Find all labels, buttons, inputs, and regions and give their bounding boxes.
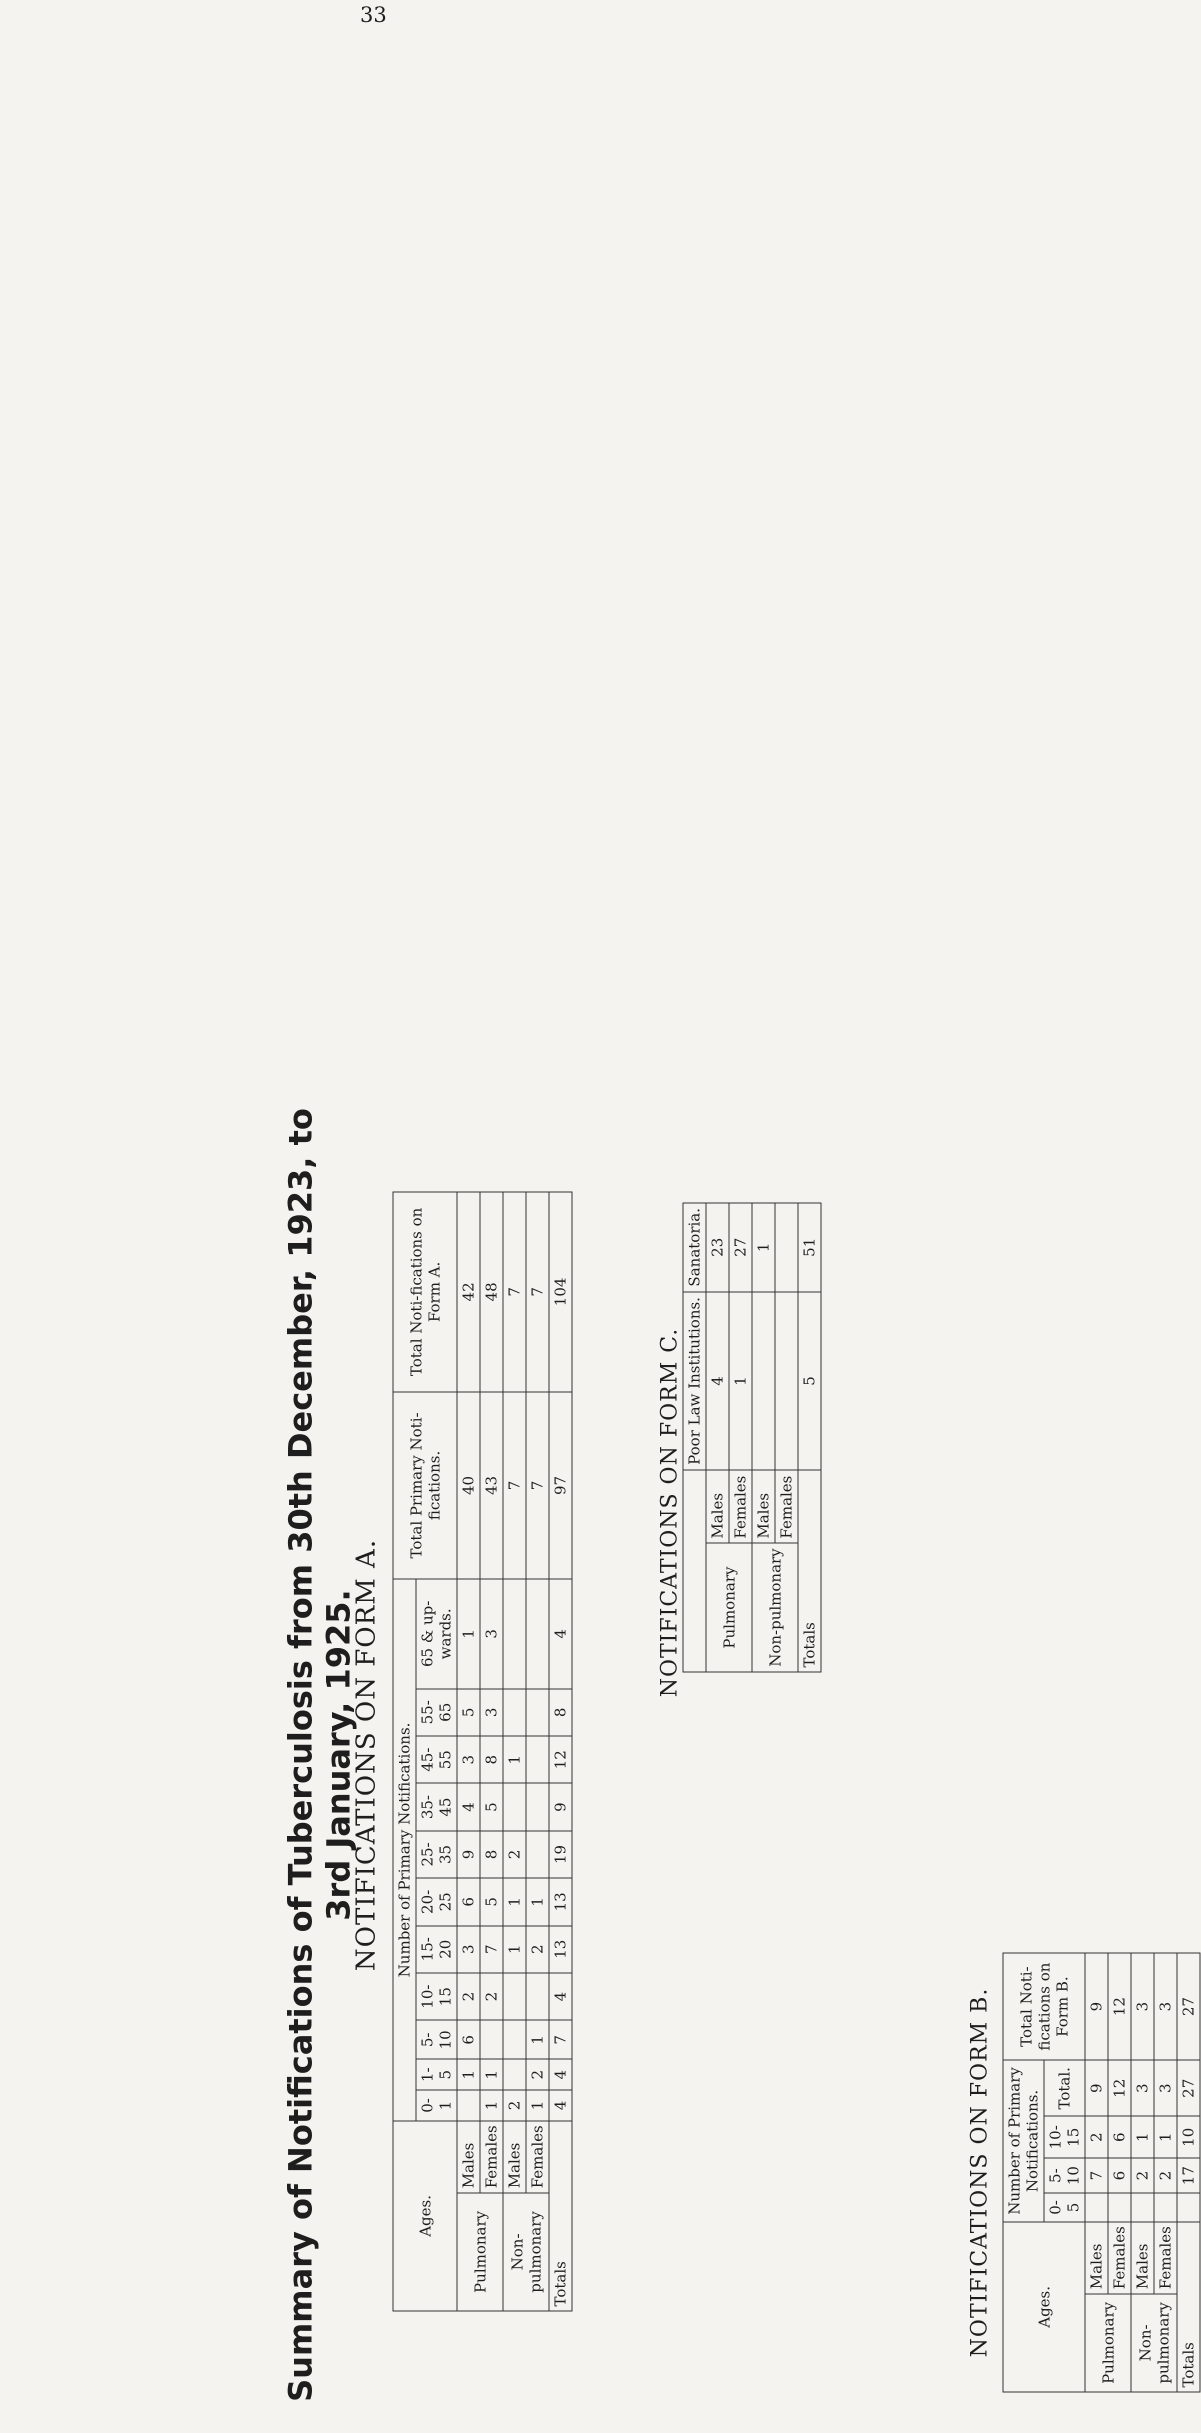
cell: 6: [457, 2020, 480, 2059]
group-label: Pulmonary: [1085, 2294, 1131, 2392]
cell: 3: [480, 1689, 503, 1736]
cell: 1: [1131, 2116, 1154, 2158]
cell: 8: [480, 1736, 503, 1783]
cell: 97: [549, 1392, 572, 1579]
primary-notifications-header: Number of Primary Notifications.: [393, 1579, 416, 2121]
cell: 2: [480, 1973, 503, 2020]
table-header-row: [1003, 1953, 1044, 2392]
cell: [526, 1973, 549, 2020]
cell: 1: [480, 2090, 503, 2121]
cell: 2: [526, 1926, 549, 1973]
cell: [775, 1292, 798, 1471]
cell: [752, 1292, 775, 1471]
age-col: 0-5: [1044, 2193, 1085, 2222]
cell: 17: [1177, 2158, 1200, 2193]
sex-label: Females: [729, 1470, 752, 1543]
table-header-row: [393, 1192, 416, 2311]
cell: [526, 1783, 549, 1830]
cell: [1131, 2193, 1154, 2222]
table-row: [1131, 1953, 1154, 2392]
cell: 104: [549, 1192, 572, 1392]
cell: 7: [480, 1926, 503, 1973]
cell: 12: [1108, 1953, 1131, 2060]
cell: 23: [706, 1203, 729, 1292]
cell: 1: [729, 1292, 752, 1471]
cell: [503, 1783, 526, 1830]
sex-label: Females: [775, 1470, 798, 1543]
age-col: 45-55: [416, 1736, 457, 1783]
cell: [503, 1973, 526, 2020]
cell: 3: [1131, 1953, 1154, 2060]
cell: [503, 2020, 526, 2059]
form-b-title: NOTIFICATIONS ON FORM B.: [967, 1987, 993, 2358]
cell: 9: [549, 1783, 572, 1830]
total-form-a-header: Total Noti-fications on Form A.: [393, 1192, 457, 1392]
form-b-table: [1003, 1953, 1201, 2393]
table-row: [480, 1192, 503, 2311]
cell: 1: [457, 1579, 480, 1688]
cell: 3: [1154, 1953, 1177, 2060]
cell: [503, 1579, 526, 1688]
totals-row: [549, 1192, 572, 2311]
ages-header: Ages.: [393, 2121, 457, 2311]
age-col: 25-35: [416, 1831, 457, 1878]
cell: 9: [1085, 2060, 1108, 2116]
age-col: 55-65: [416, 1689, 457, 1736]
cell: 6: [1108, 2116, 1131, 2158]
cell: [526, 1831, 549, 1878]
blank-header: [683, 1470, 706, 1672]
cell: 27: [1177, 2060, 1200, 2116]
form-a-table: [393, 1192, 573, 2312]
cell: 9: [457, 1831, 480, 1878]
cell: 40: [457, 1392, 480, 1579]
total-form-b-header: Total Noti-fications on Form B.: [1003, 1953, 1085, 2060]
sanatoria-header: Sanatoria.: [683, 1203, 706, 1292]
cell: 1: [503, 1926, 526, 1973]
cell: 48: [480, 1192, 503, 1392]
cell: 4: [549, 2059, 572, 2090]
age-col: Total.: [1044, 2060, 1085, 2116]
sex-label: Males: [706, 1470, 729, 1543]
form-c-table: [683, 1203, 822, 1673]
cell: [1108, 2193, 1131, 2222]
age-col: 5-10: [416, 2020, 457, 2059]
cell: 3: [480, 1579, 503, 1688]
cell: [480, 2020, 503, 2059]
cell: 13: [549, 1926, 572, 1973]
cell: 2: [526, 2059, 549, 2090]
cell: 4: [549, 2090, 572, 2121]
table-row: [752, 1203, 775, 1672]
cell: 5: [798, 1292, 821, 1471]
cell: 51: [798, 1203, 821, 1292]
age-col: 10-15: [1044, 2116, 1085, 2158]
cell: [503, 1689, 526, 1736]
cell: 2: [1131, 2158, 1154, 2193]
cell: 5: [480, 1783, 503, 1830]
cell: [503, 2059, 526, 2090]
cell: 1: [503, 1878, 526, 1925]
cell: 4: [457, 1783, 480, 1830]
cell: 3: [457, 1926, 480, 1973]
group-label: Non-pulmonary: [1131, 2294, 1177, 2392]
group-label: Non-pulmonary: [503, 2193, 549, 2311]
cell: 1: [457, 2059, 480, 2090]
cell: 4: [549, 1973, 572, 2020]
cell: 2: [457, 1973, 480, 2020]
age-col: 15-20: [416, 1926, 457, 1973]
cell: 7: [526, 1392, 549, 1579]
sex-label: Females: [480, 2121, 503, 2193]
totals-label: Totals: [549, 2121, 572, 2311]
cell: 3: [457, 1736, 480, 1783]
cell: 7: [549, 2020, 572, 2059]
cell: [1154, 2193, 1177, 2222]
total-primary-header: Total Primary Noti-fications.: [393, 1392, 457, 1579]
cell: [526, 1689, 549, 1736]
cell: [1177, 2193, 1200, 2222]
cell: [526, 1736, 549, 1783]
cell: 6: [1108, 2158, 1131, 2193]
cell: 5: [480, 1878, 503, 1925]
cell: 1: [526, 2090, 549, 2121]
table-row: [457, 1192, 480, 2311]
cell: [775, 1203, 798, 1292]
cell: 4: [549, 1579, 572, 1688]
rotated-page: [278, 1078, 1198, 2433]
form-a-title: NOTIFICATIONS ON FORM A.: [351, 1538, 382, 1972]
cell: 42: [457, 1192, 480, 1392]
cell: 7: [526, 1192, 549, 1392]
cell: 2: [503, 2090, 526, 2121]
totals-label: Totals: [1177, 2222, 1200, 2392]
age-col: 65 & up-wards.: [416, 1579, 457, 1688]
cell: 2: [1085, 2116, 1108, 2158]
age-col: 20-25: [416, 1878, 457, 1925]
group-label: Pulmonary: [457, 2193, 503, 2311]
sex-label: Females: [1154, 2222, 1177, 2294]
age-col: 5-10: [1044, 2158, 1085, 2193]
cell: 27: [729, 1203, 752, 1292]
cell: 4: [706, 1292, 729, 1471]
cell: 1: [503, 1736, 526, 1783]
sex-label: Females: [526, 2121, 549, 2193]
form-c-title: NOTIFICATIONS ON FORM C.: [657, 1327, 683, 1698]
cell: 8: [549, 1689, 572, 1736]
cell: 27: [1177, 1953, 1200, 2060]
cell: 7: [503, 1392, 526, 1579]
totals-label: Totals: [798, 1470, 821, 1672]
cell: 1: [1154, 2116, 1177, 2158]
sex-label: Males: [503, 2121, 526, 2193]
table-row: [503, 1192, 526, 2311]
group-label: Pulmonary: [706, 1543, 752, 1672]
cell: 9: [1085, 1953, 1108, 2060]
age-col: 35-45: [416, 1783, 457, 1830]
cell: 2: [1154, 2158, 1177, 2193]
sex-label: Males: [752, 1470, 775, 1543]
cell: 8: [480, 1831, 503, 1878]
age-col: 0-1: [416, 2090, 457, 2121]
cell: 7: [1085, 2158, 1108, 2193]
cell: 1: [752, 1203, 775, 1292]
cell: 13: [549, 1878, 572, 1925]
cell: 12: [549, 1736, 572, 1783]
cell: 2: [503, 1831, 526, 1878]
totals-row: [798, 1203, 821, 1672]
age-col: 10-15: [416, 1973, 457, 2020]
cell: 12: [1108, 2060, 1131, 2116]
cell: 1: [480, 2059, 503, 2090]
sex-label: Males: [457, 2121, 480, 2193]
cell: 19: [549, 1831, 572, 1878]
cell: 7: [503, 1192, 526, 1392]
page-number: 33: [360, 3, 387, 27]
sex-label: Females: [1108, 2222, 1131, 2294]
cell: 3: [1154, 2060, 1177, 2116]
sex-label: Males: [1085, 2222, 1108, 2294]
poor-law-header: Poor Law Institutions.: [683, 1292, 706, 1471]
primary-notifications-header: Number of Primary Notifications.: [1003, 2060, 1044, 2222]
ages-header: Ages.: [1003, 2222, 1085, 2392]
cell: 6: [457, 1878, 480, 1925]
cell: 1: [526, 2020, 549, 2059]
cell: 1: [526, 1878, 549, 1925]
cell: [457, 2090, 480, 2121]
totals-row: [1177, 1953, 1200, 2392]
cell: 43: [480, 1392, 503, 1579]
table-row: [1085, 1953, 1108, 2392]
age-col: 1-5: [416, 2059, 457, 2090]
table-row: [706, 1203, 729, 1672]
sex-label: Males: [1131, 2222, 1154, 2294]
cell: [1085, 2193, 1108, 2222]
cell: 10: [1177, 2116, 1200, 2158]
document-title: Summary of Notifications of Tuberculosis from 30th December, 1923, to 3rd January, 1925.: [281, 1108, 358, 2402]
cell: [526, 1579, 549, 1688]
cell: 3: [1131, 2060, 1154, 2116]
table-row: [526, 1192, 549, 2311]
table-header-row: [683, 1203, 706, 1672]
cell: 5: [457, 1689, 480, 1736]
group-label: Non-pulmonary: [752, 1543, 798, 1672]
